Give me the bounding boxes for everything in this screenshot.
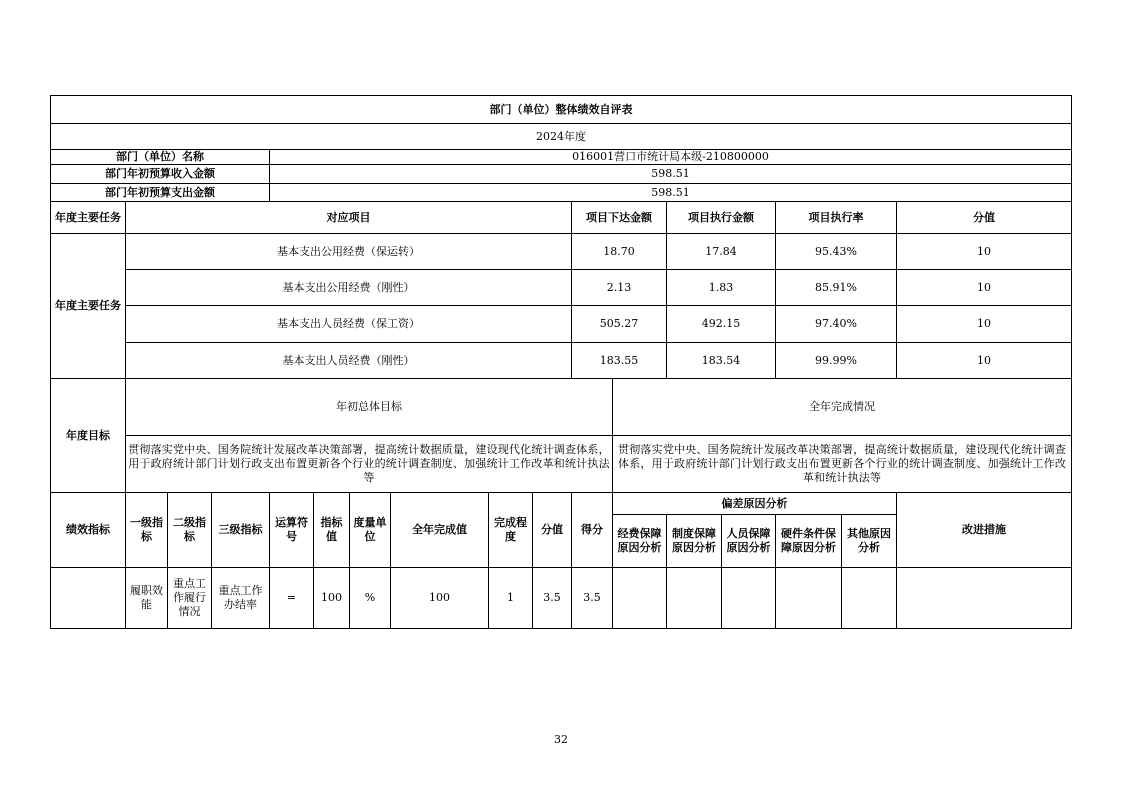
- header-score: 得分: [572, 493, 613, 568]
- task-rate: 85.91%: [776, 270, 897, 306]
- task-allocated: 18.70: [572, 234, 667, 270]
- task-rate: 97.40%: [776, 306, 897, 343]
- header-actual: 全年完成值: [391, 493, 489, 568]
- indicator-score: 3.5: [572, 568, 613, 629]
- header-degree: 完成程度: [489, 493, 533, 568]
- table-row: [51, 234, 1072, 270]
- indicator-level3: 重点工作办结率: [212, 568, 270, 629]
- income-label: 部门年初预算收入金额: [51, 165, 270, 184]
- task-header-item: 对应项目: [126, 202, 572, 234]
- task-score-value: 10: [897, 234, 1072, 270]
- header-level1: 一级指标: [126, 493, 168, 568]
- indicator-funding: [613, 568, 667, 629]
- task-score-value: 10: [897, 306, 1072, 343]
- indicator-operator: =: [270, 568, 314, 629]
- indicator-target: 100: [314, 568, 350, 629]
- indicator-personnel: [722, 568, 776, 629]
- task-header-row: [51, 202, 1072, 234]
- header-personnel: 人员保障原因分析: [722, 515, 776, 568]
- task-item: 基本支出公用经费（刚性）: [126, 270, 572, 306]
- indicator-hardware: [776, 568, 842, 629]
- header-other: 其他原因分析: [842, 515, 897, 568]
- task-allocated: 2.13: [572, 270, 667, 306]
- indicator-other: [842, 568, 897, 629]
- task-score-value: 10: [897, 270, 1072, 306]
- header-operator: 运算符号: [270, 493, 314, 568]
- task-executed: 17.84: [667, 234, 776, 270]
- header-improvement: 改进措施: [897, 493, 1072, 568]
- indicator-system: [667, 568, 722, 629]
- expense-label: 部门年初预算支出金额: [51, 184, 270, 202]
- table-row: [51, 343, 1072, 379]
- header-score-value: 分值: [533, 493, 572, 568]
- table-row: [51, 270, 1072, 306]
- table-title: 部门（单位）整体绩效自评表: [51, 96, 1072, 124]
- indicator-degree: 1: [489, 568, 533, 629]
- indicator-improvement: [897, 568, 1072, 629]
- task-header-rate: 项目执行率: [776, 202, 897, 234]
- header-system: 制度保障原因分析: [667, 515, 722, 568]
- indicator-level1: 履职效能: [126, 568, 168, 629]
- task-score-value: 10: [897, 343, 1072, 379]
- goal-initial-header: 年初总体目标: [126, 379, 613, 436]
- task-allocated: 505.27: [572, 306, 667, 343]
- task-executed: 492.15: [667, 306, 776, 343]
- header-level2: 二级指标: [168, 493, 212, 568]
- task-rate: 95.43%: [776, 234, 897, 270]
- goal-text-row: [51, 436, 1072, 493]
- indicators-label-continuation: [51, 568, 126, 629]
- goals-label: 年度目标: [51, 379, 126, 493]
- table-row: [51, 306, 1072, 343]
- header-hardware: 硬件条件保障原因分析: [776, 515, 842, 568]
- header-funding: 经费保障原因分析: [613, 515, 667, 568]
- task-item: 基本支出人员经费（保工资）: [126, 306, 572, 343]
- indicators-label: 绩效指标: [51, 493, 126, 568]
- indicator-level2: 重点工作履行情况: [168, 568, 212, 629]
- indicator-score-value: 3.5: [533, 568, 572, 629]
- indicator-header-row: [51, 493, 1072, 515]
- dept-name-value: 016001营口市统计局本级-210800000: [270, 150, 1072, 165]
- task-header-executed: 项目执行金额: [667, 202, 776, 234]
- table-row: [51, 568, 1072, 629]
- expense-value: 598.51: [270, 184, 1072, 202]
- goal-initial-text: 贯彻落实党中央、国务院统计发展改革决策部署，提高统计数据质量，建设现代化统计调查体系，用于政府统计部门计划行政支出布置更新各个行业的统计调查制度、加强统计工作改革和统计执法等: [126, 436, 613, 493]
- header-deviation: 偏差原因分析: [613, 493, 897, 515]
- task-header-label: 年度主要任务: [51, 202, 126, 234]
- indicator-unit: %: [350, 568, 391, 629]
- task-group-label: 年度主要任务: [51, 234, 126, 379]
- income-value: 598.51: [270, 165, 1072, 184]
- goal-completion-header: 全年完成情况: [613, 379, 1072, 436]
- performance-self-evaluation-table: [50, 95, 1072, 629]
- task-header-allocated: 项目下达金额: [572, 202, 667, 234]
- task-executed: 1.83: [667, 270, 776, 306]
- fiscal-year: 2024年度: [51, 124, 1072, 150]
- goal-completion-text: 贯彻落实党中央、国务院统计发展改革决策部署，提高统计数据质量，建设现代化统计调查体系，用于政府统计部门计划行政支出布置更新各个行业的统计调查制度、加强统计工作改革和统计执法等: [613, 436, 1072, 493]
- header-unit: 度量单位: [350, 493, 391, 568]
- page-number: 32: [554, 733, 568, 746]
- indicator-actual: 100: [391, 568, 489, 629]
- task-rate: 99.99%: [776, 343, 897, 379]
- header-target: 指标值: [314, 493, 350, 568]
- dept-name-label: 部门（单位）名称: [51, 150, 270, 165]
- task-item: 基本支出公用经费（保运转）: [126, 234, 572, 270]
- task-executed: 183.54: [667, 343, 776, 379]
- task-item: 基本支出人员经费（刚性）: [126, 343, 572, 379]
- goal-header-row: [51, 379, 1072, 436]
- header-level3: 三级指标: [212, 493, 270, 568]
- task-allocated: 183.55: [572, 343, 667, 379]
- task-header-score-value: 分值: [897, 202, 1072, 234]
